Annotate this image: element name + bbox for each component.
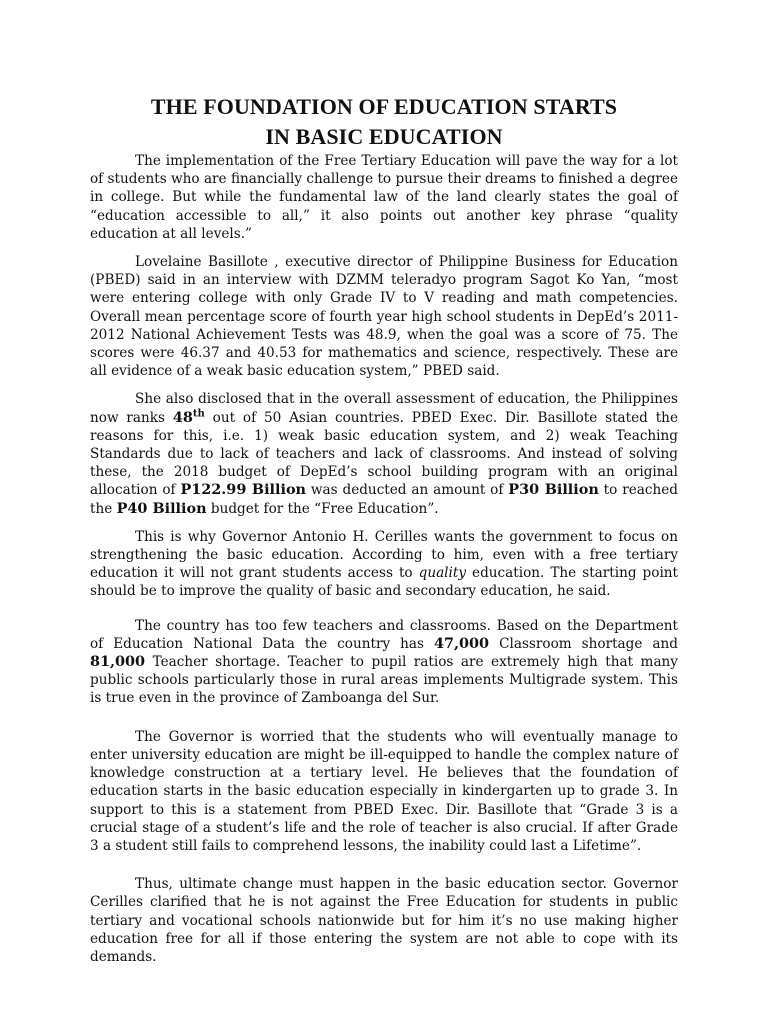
p5-text-3: Teacher shortage. Teacher to pupil ratios are extremely high that many public schools particularly those in rural areas implements Multigrade system. This is true even in the province of Zamboanga del Sur. [90, 654, 678, 707]
p3-text-1: She also disclosed that in the overall assessment of education, the Philippines now ranks [90, 391, 678, 426]
p3-text-2: out of 50 Asian countries. PBED Exec. Dir. Basillote stated the reasons for this, i.e. 1) weak basic education system, and 2) weak Teaching Standards due to lack of teachers and lack of classrooms. And instead of solving these, the 2018 budget of DepEd’s school building program with an original allocation of [90, 409, 678, 499]
paragraph-6: The Governor is worried that the students who will eventually manage to enter university education are might be ill-equipped to handle the complex nature of knowledge construction at a tertiary level. He believes that the foundation of education starts in the basic education especially in kindergarten up to grade 3. In support to this is a statement from PBED Exec. Dir. Basillote that “Grade 3 is a crucial stage of a student’s life and the role of teacher is also crucial. If after Grade 3 a student still fails to comprehend lessons, the inability could last a Lifetime”. [90, 728, 678, 854]
asia-rank: 48 [172, 408, 193, 426]
paragraph-4 [90, 528, 678, 601]
deducted-amount: P30 Billion [508, 481, 599, 499]
p3-text-3: was deducted an amount of [306, 482, 509, 499]
document-title [90, 92, 678, 152]
title-line-1: THE FOUNDATION OF EDUCATION STARTS [150, 94, 618, 119]
paragraph-3 [90, 390, 678, 517]
p3-text-4: to reached the [90, 482, 678, 517]
paragraph-5 [90, 617, 678, 708]
title-line-2: IN BASIC EDUCATION [265, 124, 503, 149]
p5-text-1: The country has too few teachers and classrooms. Based on the Department of Education National Data the country has [90, 617, 678, 652]
p4-text-1: This is why Governor Antonio H. Cerilles wants the government to focus on strengthening the basic education. According to him, even with a free tertiary education it will not grant students access to [90, 528, 678, 582]
teacher-shortage: 81,000 [90, 653, 146, 671]
paragraph-2: Lovelaine Basillote , executive director of Philippine Business for Education (PBED) said in an interview with DZMM teleradyo program Sagot Ko Yan, “most were entering college with only Grade IV to V reading and math competencies. Overall mean percentage score of fourth year high school students in DepEd’s 2011-2012 National Achievement Tests was 48.9, when the goal was a score of 75. The scores were 46.37 and 40.53 for mathematics and science, respectively. These are all evidence of a weak basic education system,” PBED said. [90, 254, 678, 380]
free-education-budget: P40 Billion [116, 499, 207, 517]
p5-text-2: Classroom shortage and [489, 635, 678, 652]
paragraph-7: Thus, ultimate change must happen in the basic education sector. Governor Cerilles clarified that he is not against the Free Education for students in public tertiary and vocational schools nationwide but for him it’s no use making higher education free for all if those entering the system are not able to cope with its demands. [90, 876, 678, 965]
asia-rank-suffix: th [192, 408, 205, 420]
original-allocation: P122.99 Billion [180, 481, 306, 499]
paragraph-1: The implementation of the Free Tertiary Education will pave the way for a lot of students who are financially challenge to pursue their dreams to finished a degree in college. But while the fundamental law of the land clearly states the goal of “education accessible to all,” it also points out another key phrase “quality education at all levels.” [90, 153, 678, 242]
quality-emphasis: quality [418, 565, 467, 582]
p3-text-5: budget for the “Free Education”. [206, 500, 439, 517]
classroom-shortage: 47,000 [434, 634, 490, 652]
p4-text-2: education. The starting point should be to improve the quality of basic and secondary education, he said. [90, 565, 679, 600]
